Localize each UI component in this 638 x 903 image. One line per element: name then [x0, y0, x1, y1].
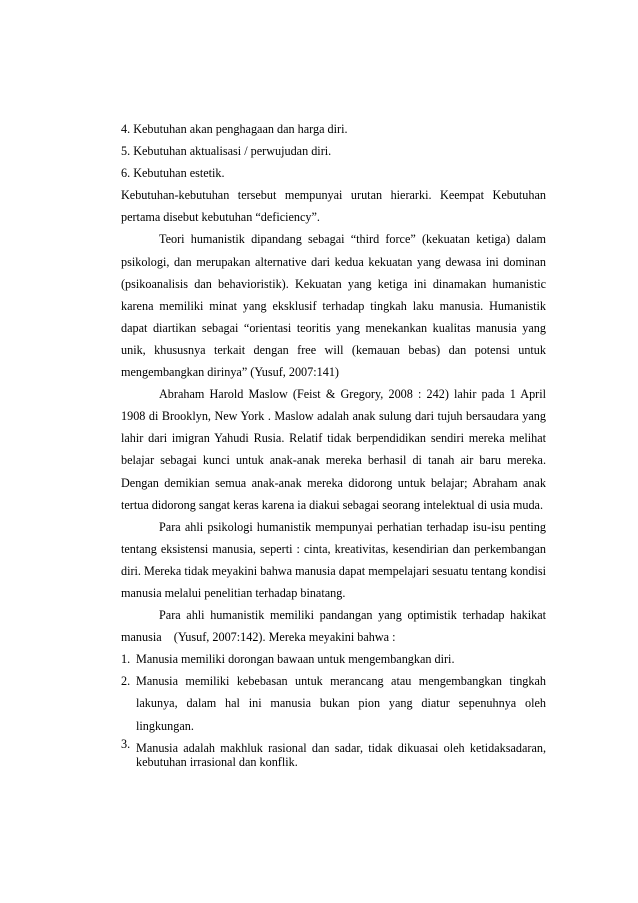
paragraph-hierarchy: Kebutuhan-kebutuhan tersebut mempunyai urutan hierarki. Keempat Kebutuhan pertama disebut kebutuhan “deficiency”.: [121, 188, 546, 225]
list-item-text: Manusia memiliki dorongan bawaan untuk mengembangkan diri.: [136, 652, 455, 667]
list-item-text: Manusia memiliki kebebasan untuk merancang atau mengembangkan tingkah lakunya, dalam hal ini manusia bukan pion yang diatur sepenuhnya oleh lingkungan.: [136, 674, 546, 733]
need-item-6: 6. Kebutuhan estetik.: [121, 166, 225, 181]
list-item: [121, 648, 546, 670]
list-item: [121, 670, 546, 736]
list-item-number: 1.: [121, 652, 131, 667]
beliefs-list: [121, 648, 546, 768]
list-item-number: 3.: [121, 736, 131, 751]
list-item-text: Manusia adalah makhluk rasional dan sadar, tidak dikuasai oleh ketidaksadaran, kebutuhan irrasional dan konflik.: [136, 740, 546, 769]
paragraph-humanistic-issues: Para ahli psikologi humanistik mempunyai perhatian terhadap isu-isu penting tentang eksistensi manusia, seperti : cinta, kreativitas, kesendirian dan perkembangan diri. Mereka tidak meyakini bahwa manusia dapat mempelajari sesuatu tentang kondisi manusia melalui penelitian terhadap binatang.: [121, 519, 546, 600]
list-item: [121, 737, 546, 769]
need-item-5: 5. Kebutuhan aktualisasi / perwujudan diri.: [121, 144, 332, 159]
paragraph-optimistic-view: Para ahli humanistik memiliki pandangan yang optimistik terhadap hakikat manusia (Yusuf, 2007:142). Mereka meyakini bahwa :: [121, 608, 550, 645]
document-page: [121, 118, 550, 769]
list-item-number: 2.: [121, 674, 131, 689]
paragraph-maslow-bio: Abraham Harold Maslow (Feist & Gregory, 2008 : 242) lahir pada 1 April 1908 di Brooklyn, New York . Maslow adalah anak sulung dari tujuh bersaudara yang lahir dari imigran Yahudi Rusia. Relatif tidak berpendidikan sendiri mereka melihat belajar sebagai kunci untuk anak-anak mereka berhasil di tanah air baru mereka. Dengan demikian semua anak-anak mereka didorong untuk belajar; Abraham anak tertua didorong sangat keras karena ia diakui sebagai seorang intelektual di usia muda.: [121, 387, 546, 512]
need-item-4: 4. Kebutuhan akan penghagaan dan harga diri.: [121, 122, 348, 136]
paragraph-humanistic-theory: Teori humanistik dipandang sebagai “third force” (kekuatan ketiga) dalam psikologi, dan merupakan alternative dari kedua kekuatan yang dewasa ini dominan (psikoanalisis dan behavioristik). Kekuatan yang ketiga ini dinamakan humanistic karena memiliki minat yang eksklusif terhadap tingkah laku manusia. Humanistik dapat diartikan sebagai “orientasi teoritis yang menekankan kualitas manusia yang unik, khususnya terkait dengan free will (kemauan bebas) dan potensi untuk mengembangkan dirinya” (Yusuf, 2007:141): [121, 232, 546, 380]
